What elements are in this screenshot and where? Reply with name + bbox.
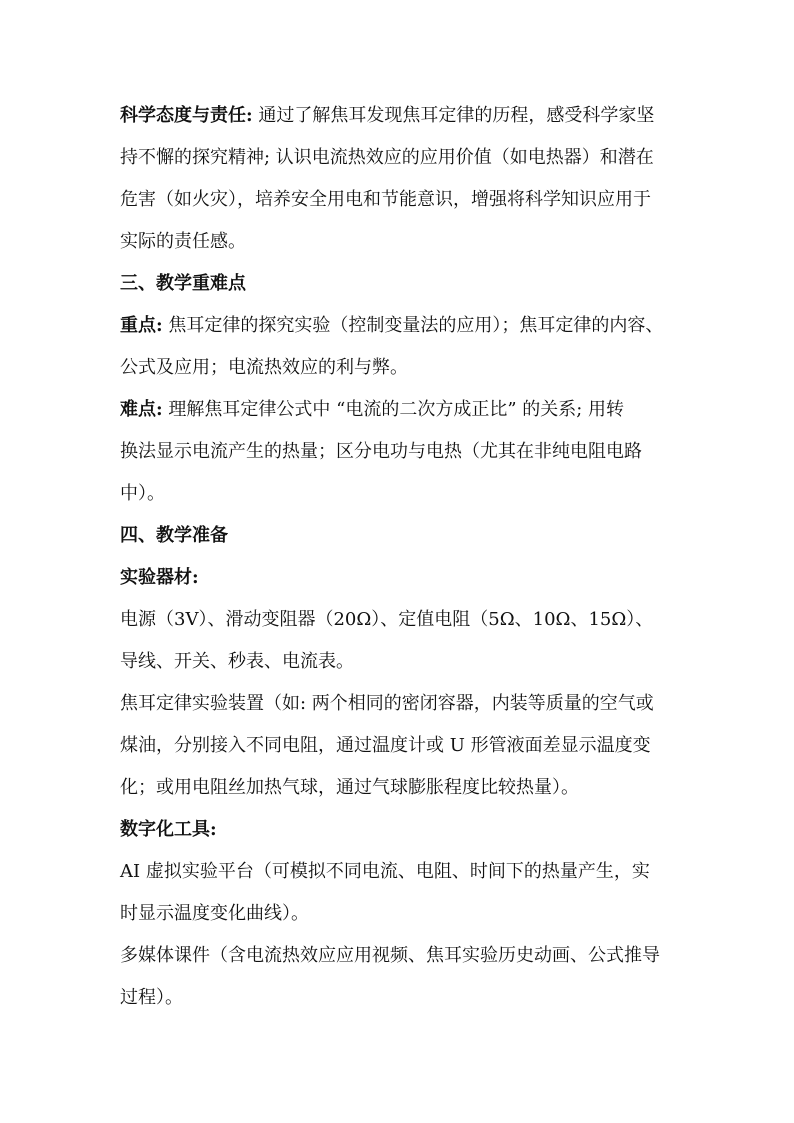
key-points-line-1 bbox=[120, 314, 663, 338]
ai-platform-line-2: 时显示温度变化曲线）。 bbox=[120, 903, 309, 924]
device-line-3: 化；或用电阻丝加热气球，通过气球膨胀程度比较热量）。 bbox=[120, 777, 579, 798]
difficult-points-line-1 bbox=[120, 398, 624, 422]
key-points-line-2: 公式及应用；电流热效应的利与弊。 bbox=[120, 357, 408, 378]
difficult-points-text: 理解焦耳定律公式中 “电流的二次方成正比” 的关系; 用转 bbox=[168, 399, 625, 420]
section-heading-key-points: 三、教学重难点 bbox=[120, 273, 246, 294]
attitude-label: 科学态度与责任: bbox=[120, 105, 253, 126]
difficult-points-line-2: 换法显示电流产生的热量；区分电功与电热（尤其在非纯电阻电路 bbox=[120, 441, 642, 462]
attitude-text: 通过了解焦耳发现焦耳定律的历程，感受科学家坚 bbox=[258, 105, 655, 126]
attitude-paragraph-line-4: 实际的责任感。 bbox=[120, 231, 246, 252]
device-line-2: 煤油，分别接入不同电阻，通过温度计或 U 形管液面差显示温度变 bbox=[120, 735, 651, 756]
multimedia-line-1: 多媒体课件（含电流热效应应用视频、焦耳实验历史动画、公式推导 bbox=[120, 945, 660, 966]
section-heading-preparation: 四、教学准备 bbox=[120, 525, 228, 546]
equipment-line-1: 电源（3V）、滑动变阻器（20Ω）、定值电阻（5Ω、10Ω、15Ω）、 bbox=[120, 609, 654, 630]
key-points-label: 重点: bbox=[120, 315, 163, 336]
difficult-points-line-3: 中）。 bbox=[120, 483, 165, 504]
digital-tools-label: 数字化工具: bbox=[120, 819, 217, 840]
multimedia-line-2: 过程）。 bbox=[120, 987, 183, 1008]
attitude-paragraph-line-2: 持不懈的探究精神; 认识电流热效应的应用价值（如电热器）和潜在 bbox=[120, 147, 654, 168]
key-points-text: 焦耳定律的探究实验（控制变量法的应用）；焦耳定律的内容、 bbox=[168, 315, 664, 336]
device-line-1: 焦耳定律实验装置（如: 两个相同的密闭容器，内装等质量的空气或 bbox=[120, 693, 654, 714]
difficult-points-label: 难点: bbox=[120, 399, 163, 420]
equipment-label: 实验器材: bbox=[120, 567, 199, 588]
attitude-paragraph-line-1 bbox=[120, 104, 654, 128]
equipment-line-2: 导线、开关、秒表、电流表。 bbox=[120, 651, 354, 672]
attitude-paragraph-line-3: 危害（如火灾），培养安全用电和节能意识，增强将科学知识应用于 bbox=[120, 189, 651, 210]
ai-platform-line-1: AI 虚拟实验平台（可模拟不同电流、电阻、时间下的热量产生，实 bbox=[120, 861, 650, 882]
